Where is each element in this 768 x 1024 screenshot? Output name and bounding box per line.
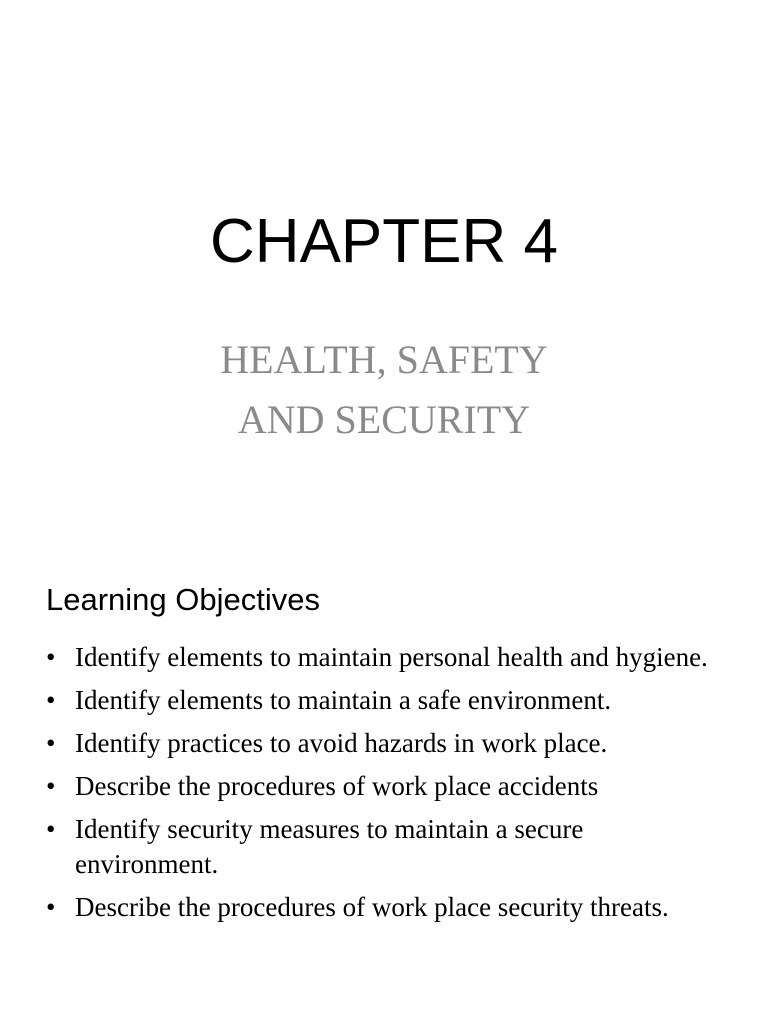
objective-text: Identify elements to maintain a safe environment. [75, 685, 612, 715]
bullet-icon: • [46, 892, 56, 922]
bullet-icon: • [46, 771, 56, 801]
objective-item [46, 812, 726, 882]
objective-text: Identify elements to maintain personal health and hygiene. [75, 642, 708, 672]
objective-item [46, 890, 726, 925]
bullet-icon: • [46, 642, 56, 672]
bullet-icon: • [46, 814, 56, 844]
objective-item [46, 683, 726, 718]
learning-objectives-list [46, 640, 726, 933]
objective-item [46, 726, 726, 761]
chapter-subtitle [0, 330, 768, 450]
objective-item [46, 640, 726, 675]
chapter-title: CHAPTER 4 [210, 207, 558, 276]
learning-objectives-heading: Learning Objectives [46, 582, 320, 617]
bullet-icon: • [46, 728, 56, 758]
objective-item [46, 769, 726, 804]
bullet-icon: • [46, 685, 56, 715]
chapter-subtitle-line-1: HEALTH, SAFETY [220, 337, 548, 382]
objective-text: Describe the procedures of work place security threats. [75, 892, 669, 922]
chapter-subtitle-line-2: AND SECURITY [237, 397, 531, 442]
objective-text: Describe the procedures of work place accidents [75, 771, 599, 801]
objective-text: Identify security measures to maintain a secure environment. [75, 814, 584, 879]
objective-text: Identify practices to avoid hazards in work place. [75, 728, 608, 758]
